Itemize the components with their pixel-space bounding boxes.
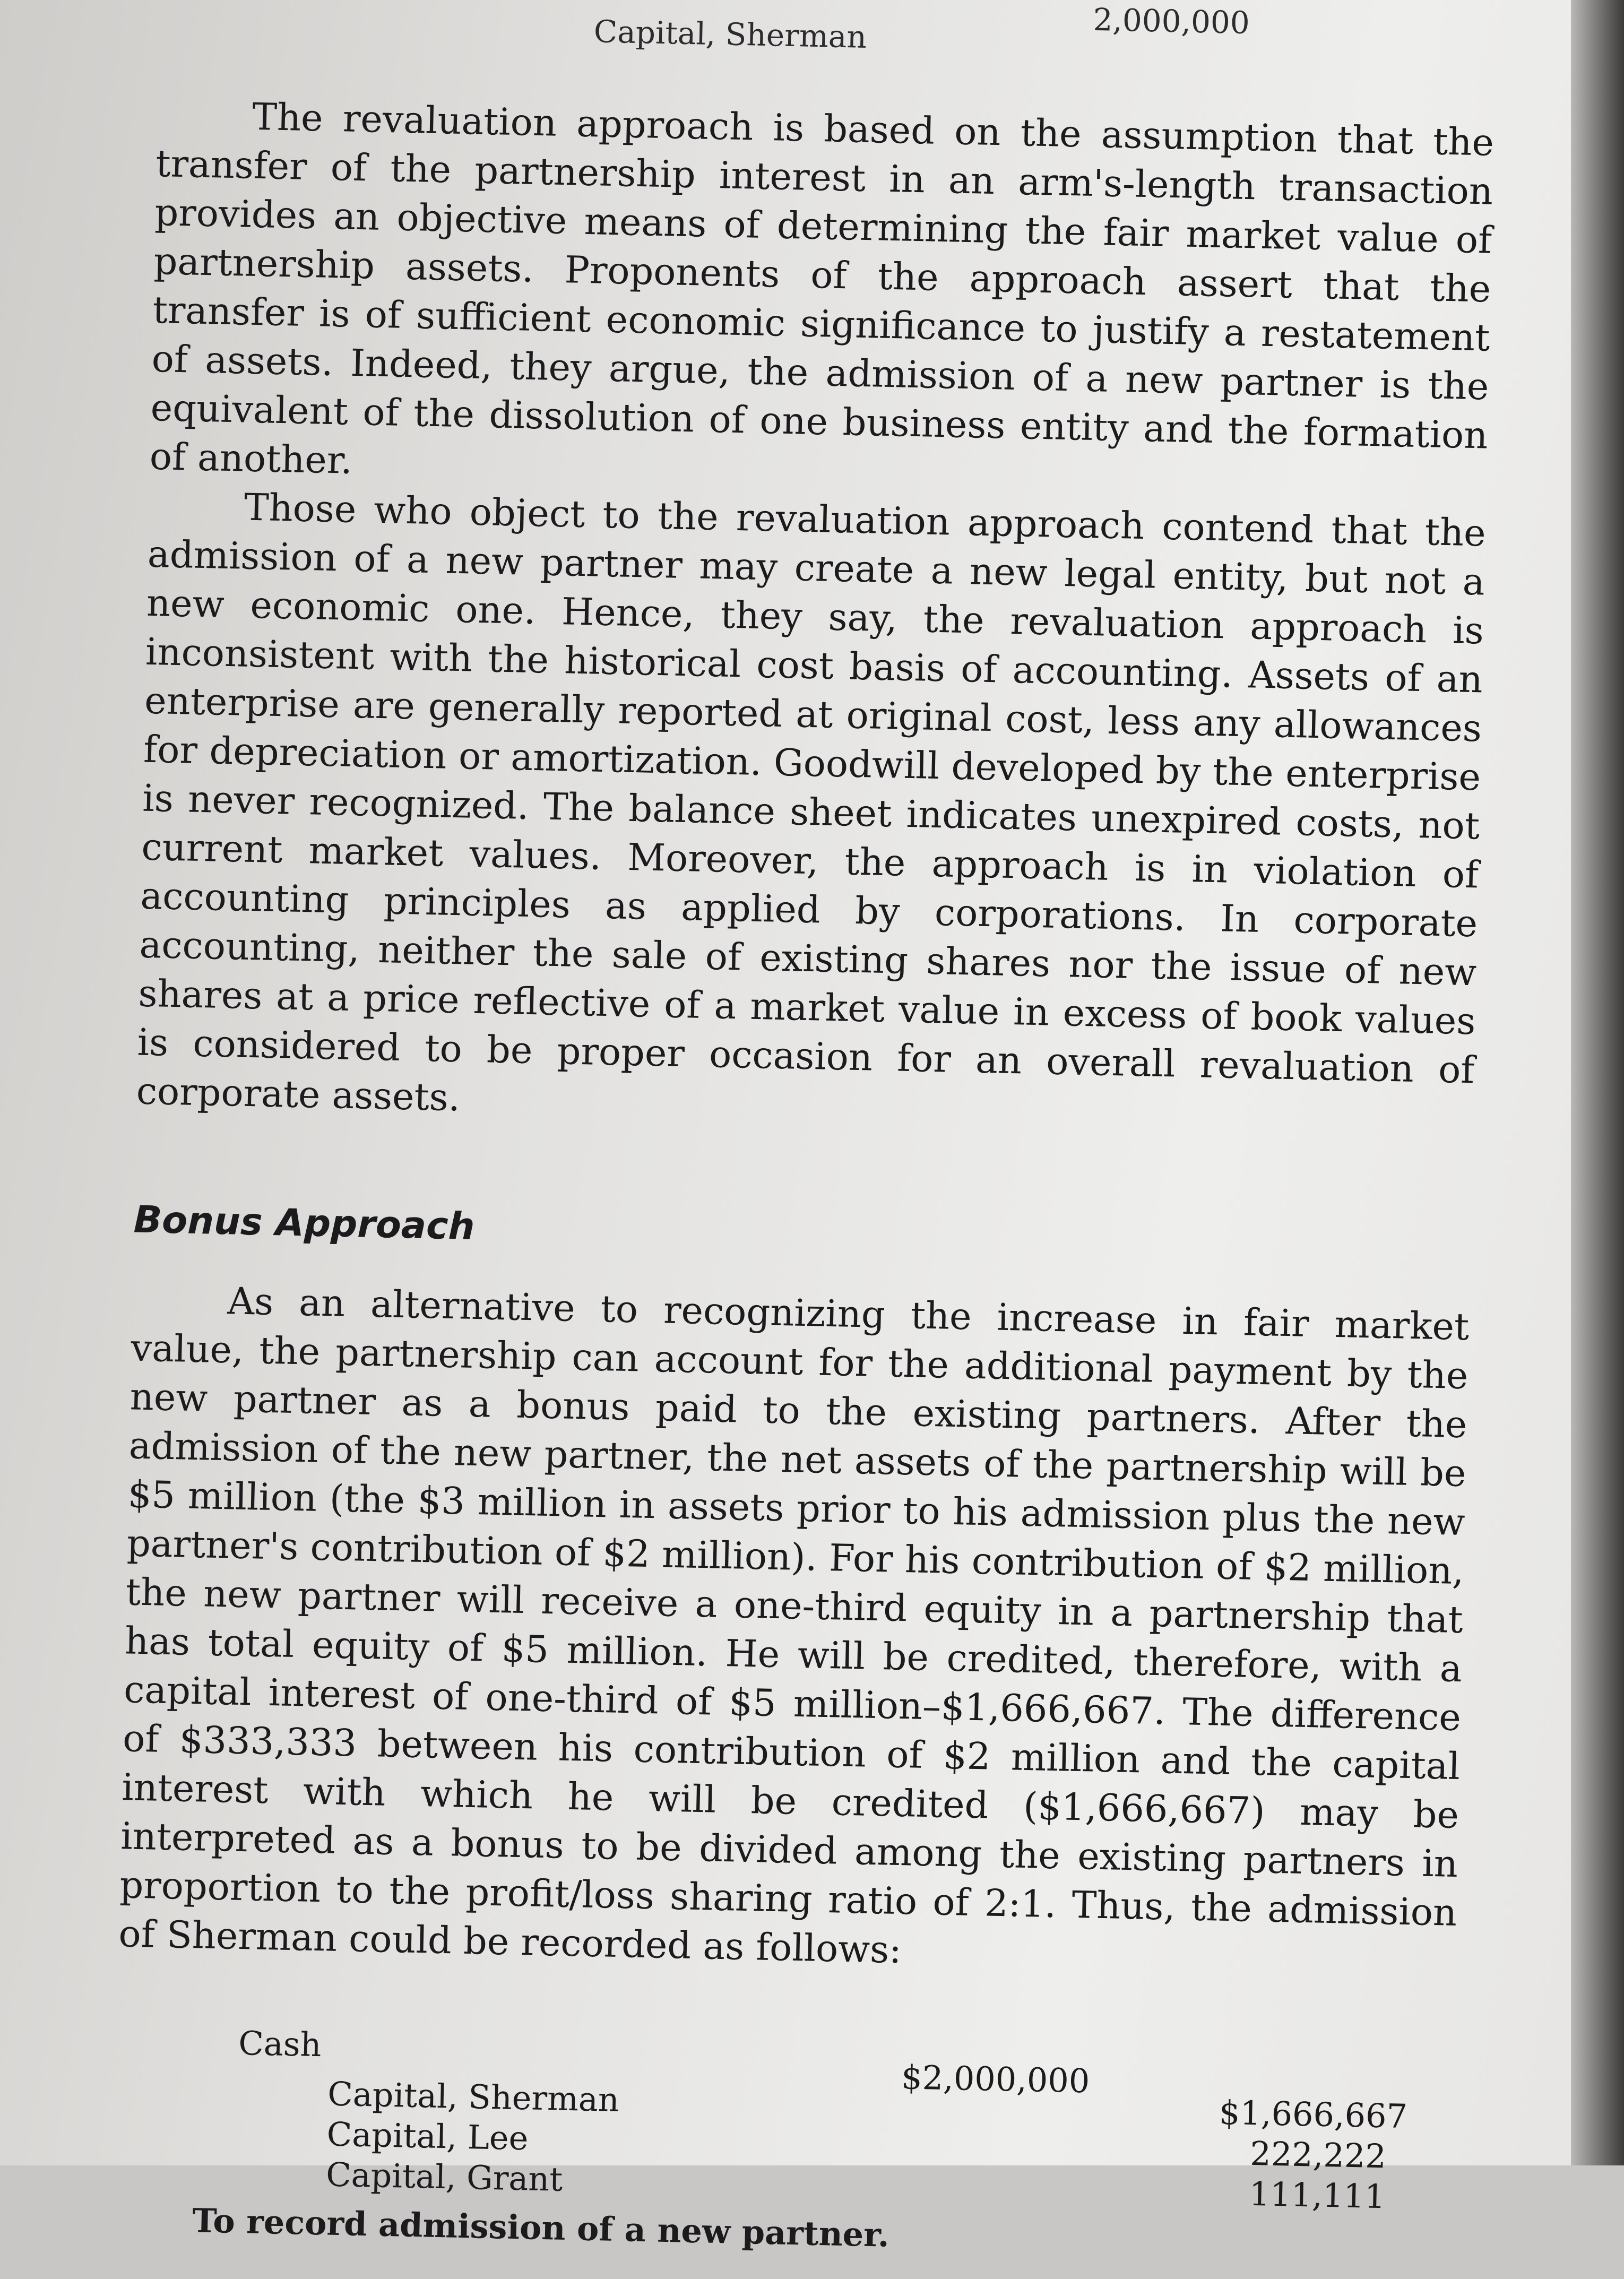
- journal-debit-account: Cash: [238, 2023, 322, 2065]
- journal-credit-account-sherman: Capital, Sherman: [327, 2074, 620, 2120]
- running-head: Capital, Sherman: [593, 13, 867, 55]
- journal-credit-account-lee: Capital, Lee: [326, 2114, 529, 2158]
- journal-debit-amount: $2,000,000: [901, 2058, 1091, 2101]
- journal-entry: [112, 2016, 1454, 2278]
- paragraph-revaluation-objections: Those who object to the revaluation approach contend that the admission of a new partner may create a new legal entity, but not a new economic one. Hence, they say, the revaluation approach is inconsistent with the historical cost basis of accounting. Assets of an enterprise are generally reported at original cost, less any allowances for depreciation or amortization. Goodwill developed by the enterprise is never recognized. The balance sheet indicates unexpired costs, not current market values. Moreover, the approach is in violation of accounting principles as applied by corporations. In corporate accounting, neither the sale of existing shares nor the issue of new shares at a price reflective of a market value in excess of book values is considered to be proper occasion for an overall revaluation of corporate assets.: [136, 485, 1487, 1120]
- paragraph-revaluation-assumption: The revaluation approach is based on the assumption that the transfer of the partnership interest in an arm's-length transaction provides an objective means of determining the fair market value of partnership assets. Proponents of the approach assert that the transfer is of sufficient economic significance to justify a restatement of assets. Indeed, they argue, the admission of a new partner is the equivalent of the dissolution of one business entity and the formation of another.: [149, 94, 1495, 482]
- running-head-amount: 2,000,000: [1092, 1, 1250, 41]
- paragraph-bonus-approach: As an alternative to recognizing the increase in fair market value, the partnership can account for the additional payment by the new partner as a bonus paid to the existing partners. After the admission of the new partner, the net assets of the partnership will be $5 million (the $3 million in assets prior to his admission plus the new partner's contribution of $2 million). For his contribution of $2 million, the new partner will receive a one-third equity in a partnership that has total equity of $5 million. He will be credited, therefore, with a capital interest of one-third of $5 million–$1,666,667. The difference of $333,333 between his contribution of $2 million and the capital interest with which he will be credited ($1,666,667) may be interpreted as a bonus to be divided among the existing partners in proportion to the profit/loss sharing ratio of 2:1. Thus, the admission of Sherman could be recorded as follows:: [118, 1279, 1470, 1972]
- journal-credit-account-grant: Capital, Grant: [325, 2155, 563, 2199]
- journal-credit-amount-grant: 111,111: [1249, 2174, 1386, 2216]
- journal-memo: To record admission of a new partner.: [192, 2201, 890, 2255]
- page-edge-shadow: [1571, 0, 1624, 2165]
- journal-credit-amount-sherman: $1,666,667: [1219, 2093, 1408, 2136]
- book-page: [114, 0, 1550, 2255]
- section-heading-bonus-approach: Bonus Approach: [133, 1197, 476, 1248]
- body-text: [112, 90, 1495, 2278]
- journal-credit-amount-lee: 222,222: [1249, 2134, 1387, 2176]
